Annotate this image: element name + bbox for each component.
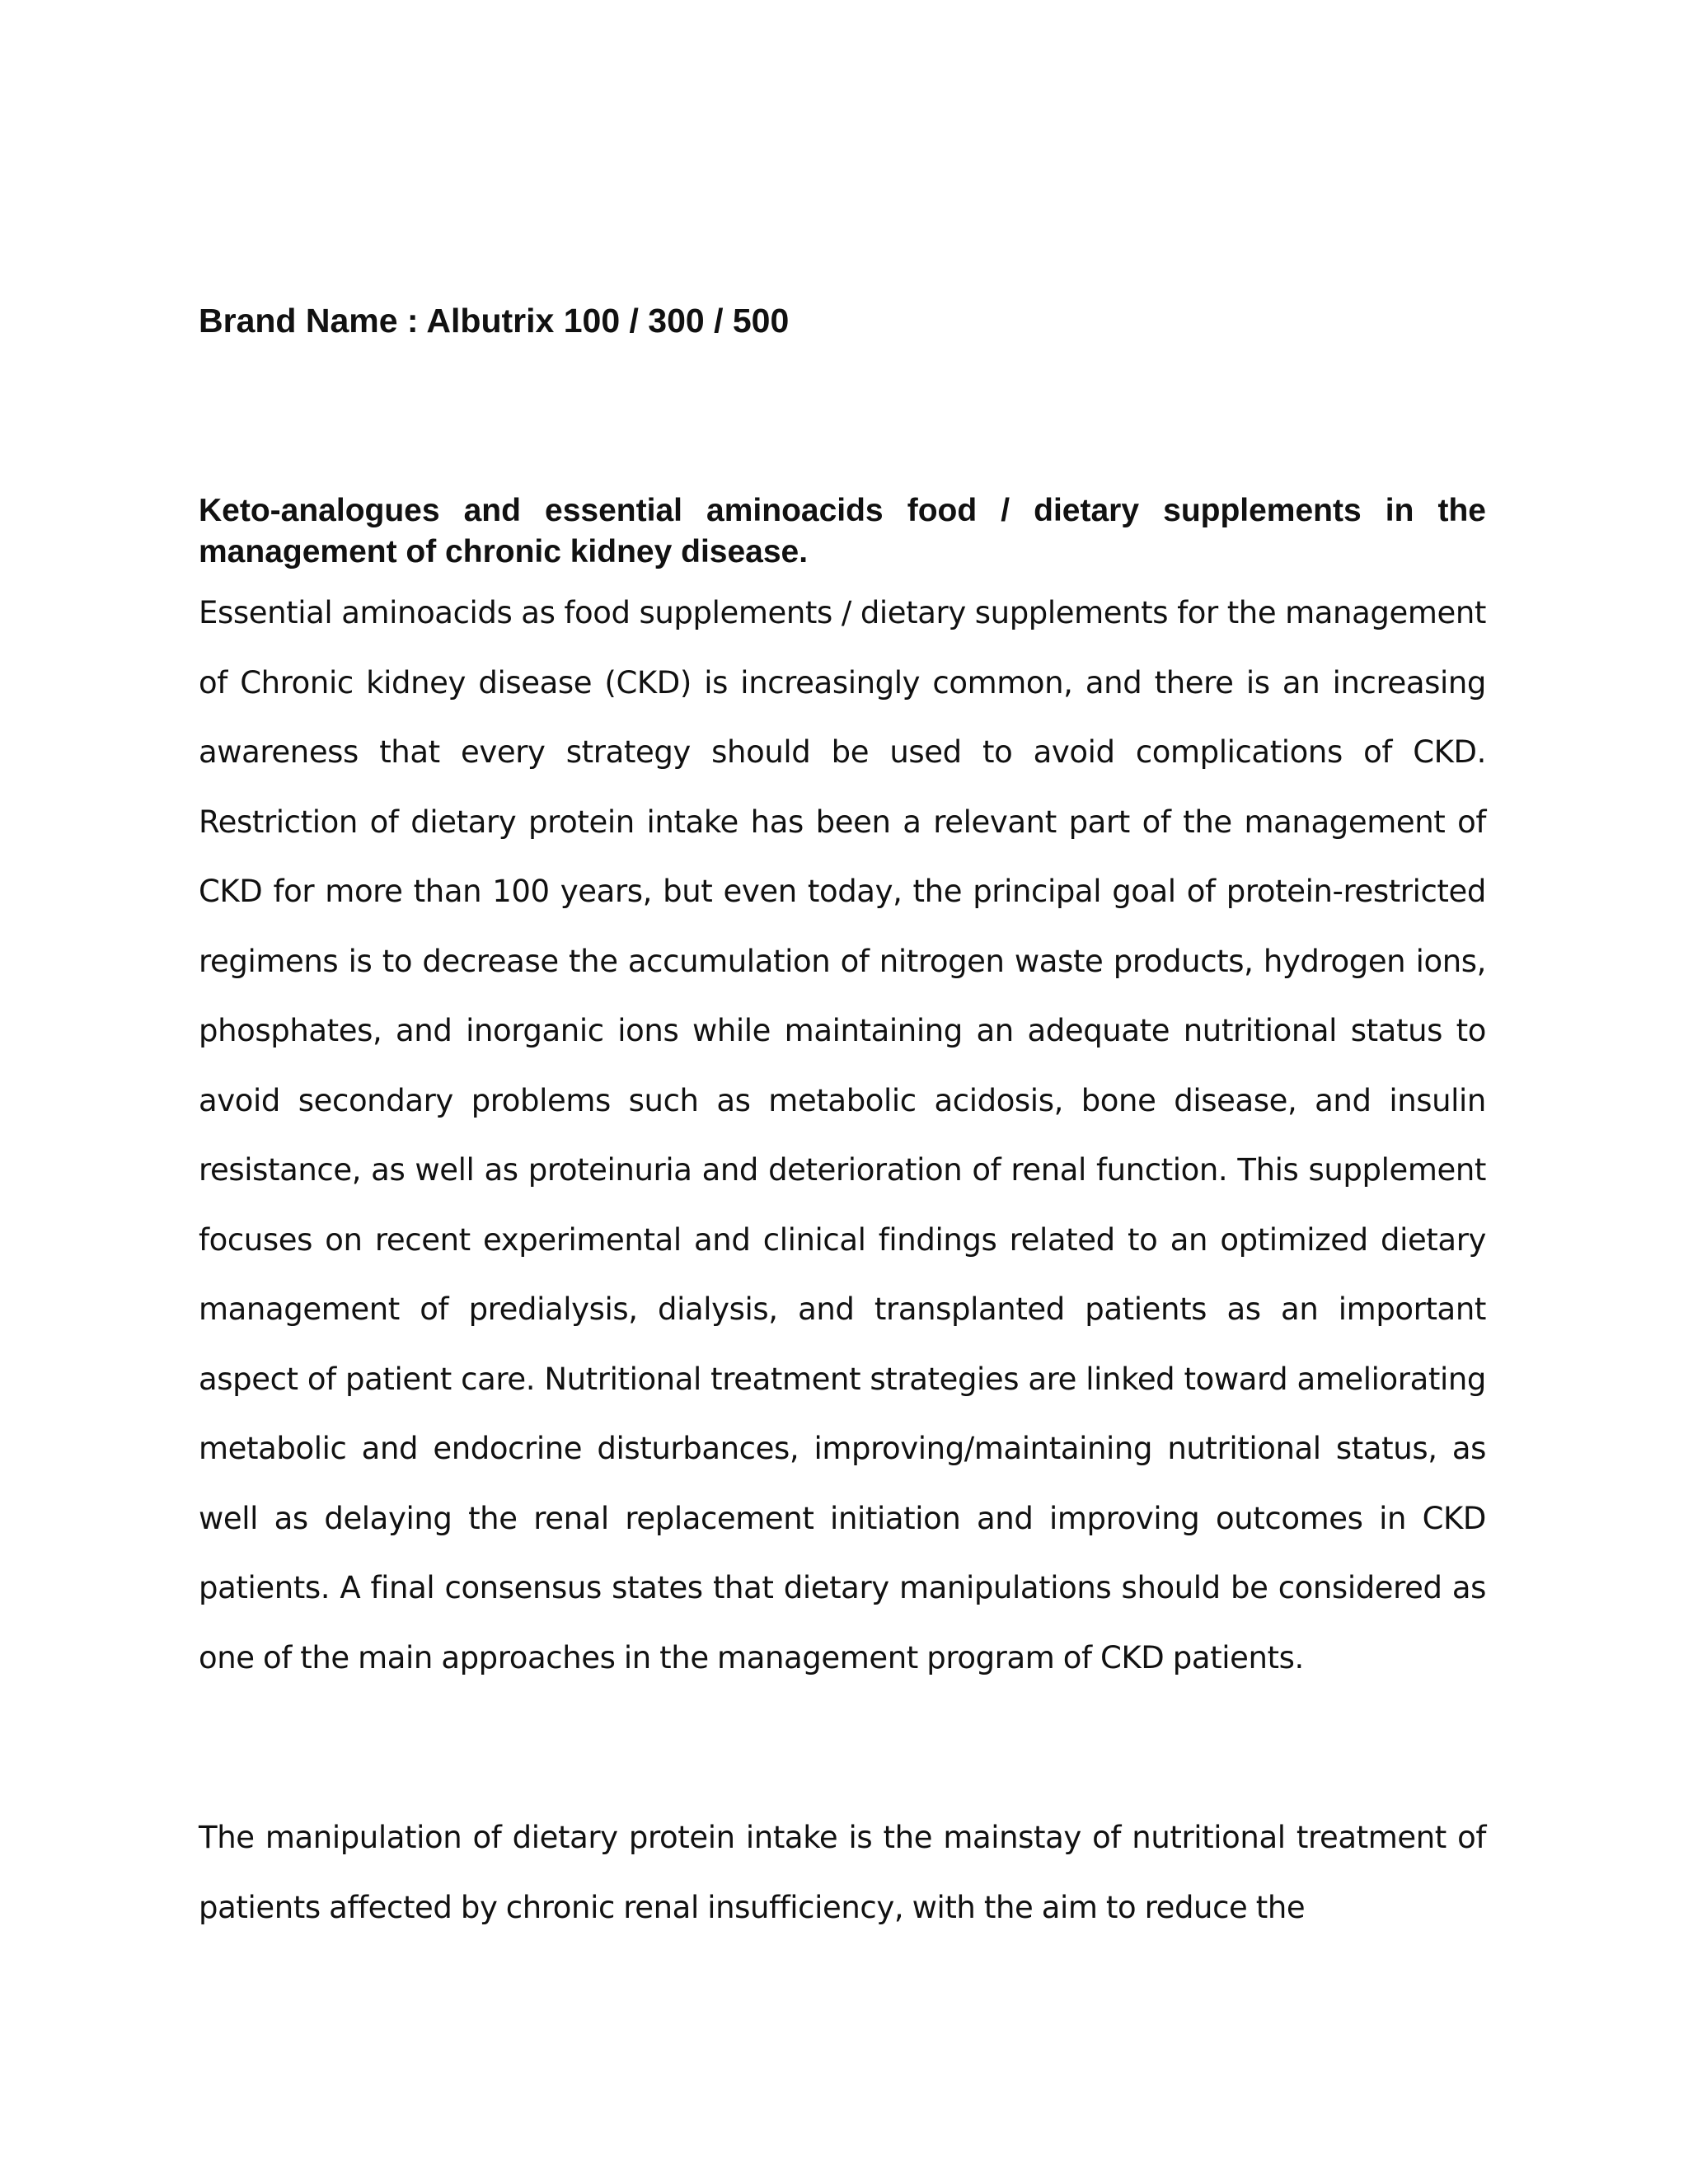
body-paragraph-2: The manipulation of dietary protein intake is the mainstay of nutritional treatment of patients affected by chronic renal insufficiency, with the aim to reduce the xyxy=(199,1820,1486,1925)
body-paragraph-1: Essential aminoacids as food supplements / dietary supplements for the management of Chronic kidney disease (CKD) is increasingly common, and there is an increasing awareness that every strategy should be used to avoid complications of CKD. Restriction of dietary protein intake has been a relevant part of the management of CKD for more than 100 years, but even today, the principal goal of protein-restricted regimens is to decrease the accumulation of nitrogen waste products, hydrogen ions, phosphates, and inorganic ions while maintaining an adequate nutritional status to avoid secondary problems such as metabolic acidosis, bone disease, and insulin resistance, as well as proteinuria and deterioration of renal function. This supplement focuses on recent experimental and clinical findings related to an optimized dietary management of predialysis, dialysis, and transplanted patients as an important aspect of patient care. Nutritional treatment strategies are linked toward ameliorating metabolic and endocrine disturbances, improving/maintaining nutritional status, as well as delaying the renal replacement initiation and improving outcomes in CKD patients. A final consensus states that dietary manipulations should be considered as one of the main approaches in the management program of CKD patients. xyxy=(199,595,1486,1675)
brand-name-title: Brand Name : Albutrix 100 / 300 / 500 xyxy=(199,302,790,340)
document-heading: Keto-analogues and essential aminoacids food / dietary supplements in the management of chronic kidney disease. xyxy=(199,493,1486,569)
